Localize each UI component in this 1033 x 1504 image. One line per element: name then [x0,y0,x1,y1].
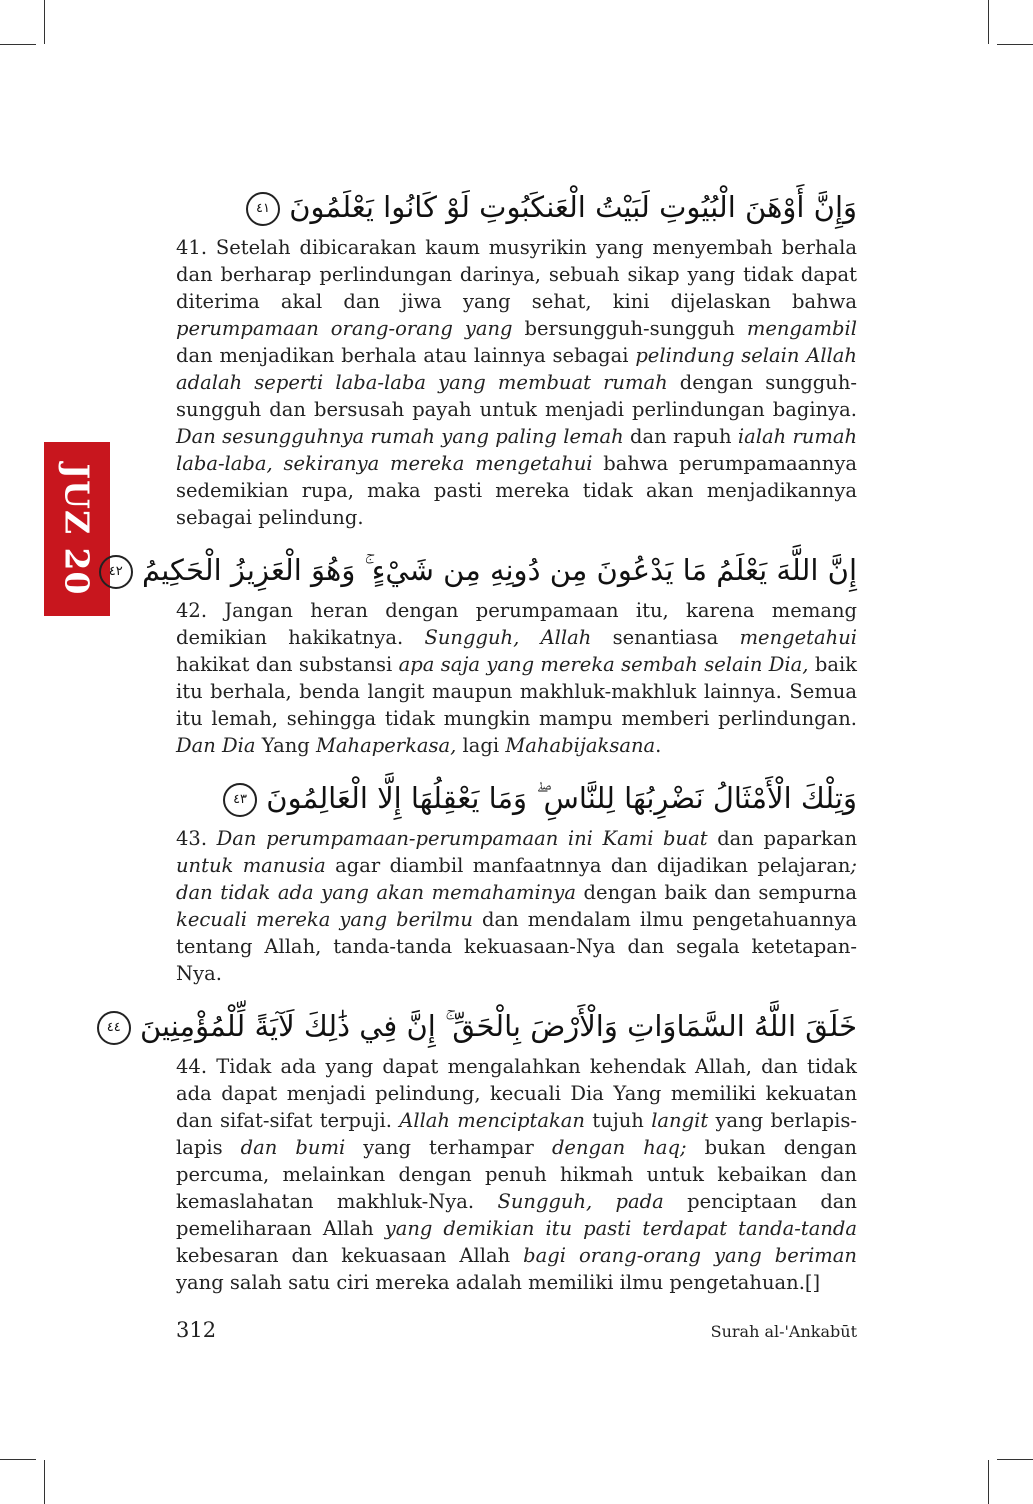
verse-translation [176,597,857,759]
translation-italic-run: dan bumi [240,1136,346,1159]
translation-italic-run: dengan haq; [551,1136,687,1159]
translation-italic-run: yang demikian itu pasti terdapat tanda-tanda [384,1217,857,1240]
ayah-number-marker: ٤٤ [97,1011,131,1045]
verse-block [176,771,857,987]
verse-translation [176,234,857,531]
crop-mark [0,44,36,45]
ayah-number-marker: ٤١ [246,192,280,226]
translation-italic-run: ; dan tidak ada yang akan memahaminya [176,854,857,904]
translation-run: 41. Setelah dibicarakan kaum musyrikin yang menyembah berhala dan berharap perlindungan darinya, sebuah sikap yang tidak dapat diterima akal dan jiwa yang sehat, kini dijelaskan bahwa [176,236,857,313]
translation-italic-run: untuk manusia [176,854,326,877]
page-content [106,180,858,1308]
running-footer-surah: Surah al-'Ankabūt [710,1322,857,1341]
translation-italic-run: Dan perumpamaan-perumpamaan ini Kami buat [216,827,708,850]
translation-run: lagi [456,734,506,757]
arabic-text: وَتِلْكَ الْأَمْثَالُ نَضْرِبُهَا لِلنَّاسِ ۖ وَمَا يَعْقِلُهَا إِلَّا الْعَالِمُونَ [266,781,857,815]
translation-run: dan rapuh [623,425,738,448]
translation-run: tujuh [585,1109,652,1132]
translation-run: dan menjadikan berhala atau lainnya sebagai [176,344,636,367]
crop-mark [0,1459,36,1460]
translation-italic-run: mengambil [746,317,857,340]
juz-label: JUZ 20 [57,463,97,595]
verse-block [176,180,857,531]
verse-block [106,999,857,1296]
translation-run: yang berlapis-lapis [176,1109,857,1159]
arabic-text: خَلَقَ اللَّهُ السَّمَاوَاتِ وَالْأَرْضَ بِالْحَقِّ ۚ إِنَّ فِي ذَٰلِكَ لَآيَةً لِّلْمُؤْمِنِينَ [139,1009,857,1043]
verse-block [108,543,857,759]
arabic-text: إِنَّ اللَّهَ يَعْلَمُ مَا يَدْعُونَ مِن دُونِهِ مِن شَيْءٍ ۚ وَهُوَ الْعَزِيزُ الْحَكِيمُ [141,553,857,587]
translation-run: dengan baik dan sempurna [575,881,857,904]
translation-run: dan mendalam ilmu pengetahuannya tentang Allah, tanda-tanda kekuasaan-Nya dan segala ketetapan-Nya. [176,908,857,985]
translation-run: 44. Tidak ada yang dapat mengalahkan kehendak Allah, dan tidak ada dapat menjadi pelindung, kecuali Dia Yang memiliki kekuatan dan sifat-sifat terpuji. [176,1055,857,1132]
translation-run: kebesaran dan kekuasaan Allah [176,1244,524,1267]
arabic-verse [108,543,857,597]
translation-italic-run: langit [651,1109,709,1132]
translation-run: bukan dengan percuma, melainkan dengan penuh hikmah untuk kebaikan dan kemaslahatan makhluk-Nya. [176,1136,857,1213]
translation-run: agar diambil manfaatnnya dan dijadikan pelajaran [325,854,851,877]
translation-italic-run: bagi orang-orang yang beriman [523,1244,857,1267]
crop-mark [988,0,989,44]
arabic-verse [106,999,857,1053]
crop-mark [997,1459,1033,1460]
arabic-verse [176,771,857,825]
translation-italic-run: Dan Dia [176,734,256,757]
arabic-verse [176,180,857,234]
translation-italic-run: Mahabijaksana [505,734,656,757]
translation-run: . [655,734,662,757]
arabic-text: وَإِنَّ أَوْهَنَ الْبُيُوتِ لَبَيْتُ الْعَنكَبُوتِ لَوْ كَانُوا يَعْلَمُونَ [289,190,857,224]
translation-run: bersungguh-sungguh [512,317,747,340]
translation-run: bahwa perumpamaannya sedemikian rupa, maka pasti mereka tidak akan menjadikannya sebagai pelindung. [176,452,857,529]
crop-mark [44,1460,45,1504]
translation-run: Yang [255,734,316,757]
translation-italic-run: apa saja yang mereka sembah selain Dia, [398,653,809,676]
crop-mark [997,44,1033,45]
translation-italic-run: Allah menciptakan [399,1109,585,1132]
translation-run: dengan sungguh-sungguh dan bersusah payah untuk menjadi perlindungan baginya. [176,371,857,421]
crop-mark [988,1460,989,1504]
ayah-number-marker: ٤٣ [223,783,257,817]
translation-italic-run: ialah rumah laba-laba, sekiranya mereka mengetahui [176,425,857,475]
translation-italic-run: pelindung selain Allah adalah seperti laba-laba yang membuat rumah [176,344,857,394]
translation-italic-run: mengetahui [739,626,857,649]
translation-run: penciptaan dan pemeliharaan Allah [176,1190,857,1240]
translation-run: dan paparkan [707,827,858,850]
page-number: 312 [176,1318,217,1342]
verse-translation [176,1053,857,1296]
translation-run: baik itu berhala, benda langit maupun makhluk-makhluk lainnya. Semua itu lemah, sehingga tidak mungkin mampu memberi perlindungan. [176,653,857,730]
translation-run: yang salah satu ciri mereka adalah memiliki ilmu pengetahuan.[] [176,1271,821,1294]
ayah-number-marker: ٤٢ [99,555,133,589]
translation-run: senantiasa [591,626,740,649]
translation-italic-run: Dan sesungguhnya rumah yang paling lemah [176,425,624,448]
translation-run: yang terhampar [345,1136,552,1159]
translation-run: 42. Jangan heran dengan perumpamaan itu, karena memang demikian hakikatnya. [176,599,857,649]
translation-run: 43. [176,827,217,850]
verse-translation [176,825,857,987]
translation-italic-run: Mahaperkasa, [315,734,457,757]
translation-italic-run: Sungguh, Allah [424,626,592,649]
translation-run: hakikat dan substansi [176,653,399,676]
translation-italic-run: Sungguh, pada [497,1190,664,1213]
translation-italic-run: kecuali mereka yang berilmu [176,908,473,931]
crop-mark [44,0,45,44]
translation-italic-run: perumpamaan orang-orang yang [176,317,513,340]
